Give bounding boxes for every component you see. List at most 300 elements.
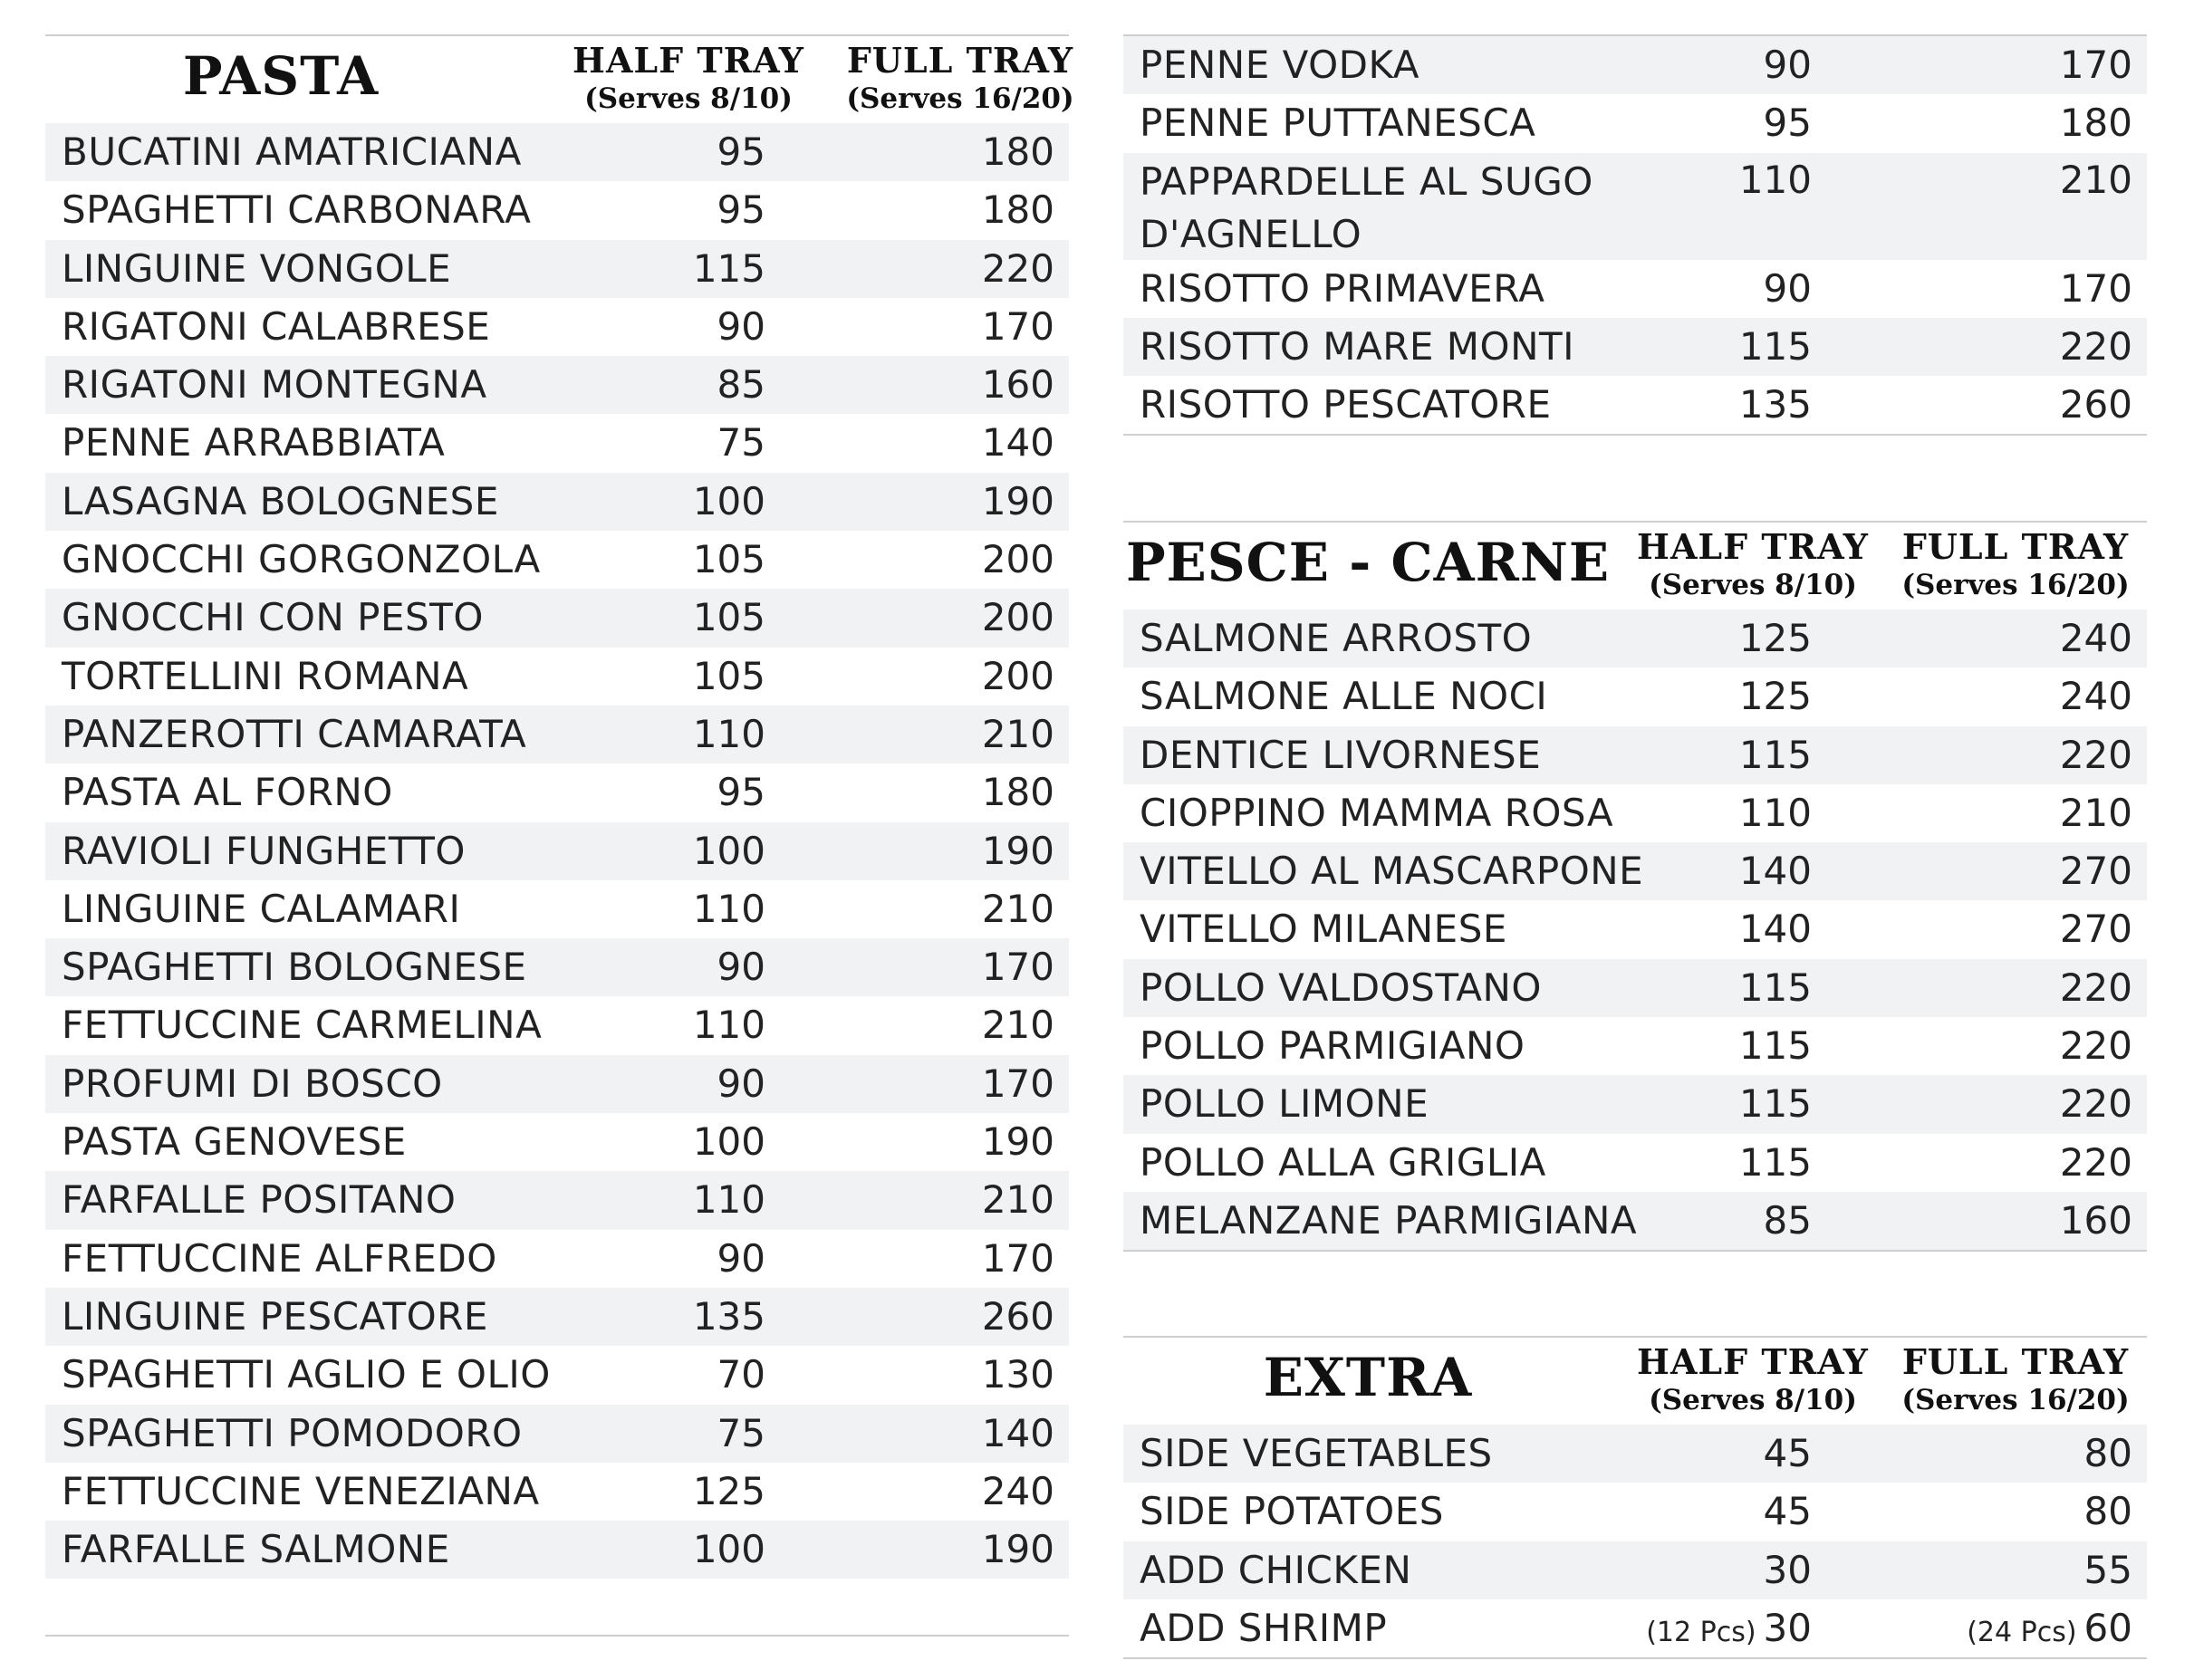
menu-item-row: [45, 938, 1069, 996]
full-tray-price: [873, 1230, 1054, 1288]
half-tray-price: [1631, 1192, 1812, 1250]
section-title: PESCE - CARNE: [1125, 532, 1611, 593]
item-name: LINGUINE CALAMARI: [62, 886, 461, 931]
full-tray-price: [873, 1171, 1054, 1229]
item-name: PAPPARDELLE AL SUGO D'AGNELLO: [1140, 158, 1593, 256]
half-tray-price: [1631, 1541, 1812, 1599]
half-tray-label: HALF TRAY: [1637, 1341, 1869, 1382]
divider: [1123, 434, 2147, 436]
full-tray-value: 190: [981, 1527, 1054, 1572]
menu-item-row: [1123, 610, 2147, 667]
full-tray-value: 240: [981, 1468, 1054, 1513]
half-tray-value: 100: [692, 478, 765, 523]
full-tray-price: [873, 938, 1054, 996]
half-tray-value: 110: [1738, 790, 1812, 835]
full-tray-price: [873, 1463, 1054, 1521]
full-tray-price: [873, 414, 1054, 472]
half-tray-price: [584, 123, 765, 181]
full-tray-value: 210: [981, 886, 1054, 931]
half-tray-value: 90: [717, 945, 765, 990]
menu-item-row: [45, 589, 1069, 647]
half-tray-value: 115: [1738, 1081, 1812, 1127]
half-tray-value: 135: [692, 1293, 765, 1339]
full-tray-value: 170: [2059, 43, 2132, 87]
half-tray-value: 110: [692, 1003, 765, 1048]
menu-item-row: [1123, 1075, 2147, 1133]
full-tray-price: [873, 1521, 1054, 1579]
half-tray-label: HALF TRAY: [573, 40, 804, 81]
extra-header: [1123, 1336, 2147, 1425]
full-tray-value: 220: [2059, 1081, 2132, 1127]
item-name: VITELLO AL MASCARPONE: [1140, 849, 1644, 894]
half-tray-price: [584, 822, 765, 880]
menu-item-row: [1123, 260, 2147, 318]
half-tray-value: 90: [717, 1061, 765, 1106]
full-tray-value: 130: [981, 1352, 1054, 1397]
menu-item-row: [45, 706, 1069, 763]
full-tray-value: 200: [981, 653, 1054, 698]
half-tray-price: [1631, 667, 1812, 725]
full-tray-value: 240: [2059, 616, 2132, 660]
full-tray-value: 190: [981, 828, 1054, 873]
item-name: GNOCCHI CON PESTO: [62, 595, 484, 640]
full-tray-price: [1951, 94, 2132, 152]
menu-item-row: [45, 298, 1069, 356]
item-name: SIDE POTATOES: [1140, 1489, 1444, 1534]
half-tray-price: [584, 938, 765, 996]
item-name: CIOPPINO MAMMA ROSA: [1140, 790, 1614, 835]
half-tray-price: [584, 414, 765, 472]
spacer: [45, 1579, 1069, 1635]
item-name: LINGUINE VONGOLE: [62, 245, 452, 291]
full-tray-value: 220: [2059, 323, 2132, 369]
extra-section: [1123, 1336, 2147, 1659]
half-tray-value: 140: [1738, 849, 1812, 894]
menu-item-row: [45, 763, 1069, 821]
half-tray-price: [1631, 260, 1812, 318]
item-name: SPAGHETTI BOLOGNESE: [62, 945, 527, 990]
full-tray-value: 260: [981, 1293, 1054, 1339]
item-name: POLLO PARMIGIANO: [1140, 1023, 1525, 1069]
half-tray-value: 100: [692, 1527, 765, 1572]
full-tray-value: 220: [2059, 1139, 2132, 1185]
full-tray-price: [873, 531, 1054, 589]
half-tray-value: 105: [692, 537, 765, 582]
pasta-continued-section: [1123, 34, 2147, 436]
half-tray-label: HALF TRAY: [1637, 526, 1869, 567]
full-tray-price: [873, 298, 1054, 356]
half-tray-price: [1631, 151, 1812, 209]
full-tray-price: [873, 822, 1054, 880]
menu-item-row: [1123, 318, 2147, 376]
item-name: ADD SHRIMP: [1140, 1605, 1388, 1650]
menu-item-row: [45, 473, 1069, 531]
half-tray-price: [1631, 784, 1812, 842]
extra-list: [1123, 1425, 2147, 1657]
half-tray-price: [584, 298, 765, 356]
menu-item-row: [1123, 376, 2147, 434]
menu-item-row: [45, 1171, 1069, 1229]
menu-item-row: [1123, 1134, 2147, 1192]
item-name: RIGATONI CALABRESE: [62, 303, 491, 349]
item-name: LINGUINE PESCATORE: [62, 1293, 488, 1339]
full-tray-price: [873, 1055, 1054, 1113]
full-tray-price: [1951, 151, 2132, 209]
half-tray-value: 125: [692, 1468, 765, 1513]
item-name: RISOTTO MARE MONTI: [1140, 323, 1575, 369]
item-name: PANZEROTTI CAMARATA: [62, 711, 527, 756]
item-name: PENNE VODKA: [1140, 43, 1420, 87]
half-tray-heading: [1617, 1341, 1889, 1416]
full-tray-price: [1951, 260, 2132, 318]
full-tray-value: 55: [2083, 1547, 2132, 1592]
menu-item-row: [1123, 1599, 2147, 1657]
full-tray-value: 240: [2059, 674, 2132, 719]
full-tray-price: [873, 1288, 1054, 1346]
item-name: FARFALLE SALMONE: [62, 1527, 450, 1572]
full-tray-value: 140: [981, 1410, 1054, 1455]
full-tray-serves: (Serves 16/20): [846, 82, 1074, 115]
half-tray-value: 115: [1738, 965, 1812, 1010]
menu-item-row: [1123, 36, 2147, 94]
menu-item-row: [1123, 667, 2147, 725]
half-tray-value: 75: [717, 420, 765, 466]
full-tray-value: 190: [981, 478, 1054, 523]
half-tray-value: 100: [692, 1119, 765, 1165]
full-tray-serves: (Serves 16/20): [1901, 569, 2130, 601]
full-tray-value: 200: [981, 595, 1054, 640]
full-tray-value: 270: [2059, 907, 2132, 952]
full-tray-value: 180: [981, 130, 1054, 174]
full-tray-price: [1951, 784, 2132, 842]
half-tray-price: [1631, 1017, 1812, 1075]
item-name: FETTUCCINE VENEZIANA: [62, 1468, 540, 1513]
half-tray-value: 85: [1763, 1197, 1812, 1243]
menu-item-row: [45, 181, 1069, 239]
full-tray-value: 160: [981, 362, 1054, 408]
half-tray-price: [1631, 1425, 1812, 1483]
full-tray-price: [1951, 1075, 2132, 1133]
half-tray-price: [1631, 1075, 1812, 1133]
full-tray-price: [1951, 318, 2132, 376]
item-name: VITELLO MILANESE: [1140, 907, 1507, 952]
half-tray-value: 105: [692, 595, 765, 640]
item-name: SALMONE ARROSTO: [1140, 616, 1533, 660]
half-tray-price: [1631, 36, 1812, 94]
half-tray-value: 95: [717, 187, 765, 233]
menu-item-row: [45, 356, 1069, 414]
menu-item-row: [45, 1055, 1069, 1113]
half-tray-value: 110: [692, 886, 765, 931]
half-tray-value: 115: [692, 245, 765, 291]
item-name: PASTA AL FORNO: [62, 770, 393, 815]
half-tray-price: [584, 473, 765, 531]
item-name: RIGATONI MONTEGNA: [62, 362, 487, 408]
full-tray-value: 210: [2059, 790, 2132, 835]
menu-item-row: [45, 1288, 1069, 1346]
item-name: POLLO ALLA GRIGLIA: [1140, 1139, 1546, 1185]
full-tray-value: 170: [981, 1061, 1054, 1106]
half-tray-price: [584, 880, 765, 938]
half-tray-price: [584, 531, 765, 589]
full-tray-price: [1951, 1192, 2132, 1250]
divider: [45, 1635, 1069, 1637]
half-tray-value: 30: [1763, 1605, 1812, 1650]
half-tray-serves: (Serves 8/10): [1649, 1384, 1857, 1416]
half-tray-price: [584, 1113, 765, 1171]
half-tray-price: [584, 240, 765, 298]
item-name: SPAGHETTI POMODORO: [62, 1410, 523, 1455]
half-tray-value: 110: [692, 711, 765, 756]
full-tray-price: [873, 181, 1054, 239]
item-name: MELANZANE PARMIGIANA: [1140, 1197, 1638, 1243]
full-tray-serves: (Serves 16/20): [1901, 1384, 2130, 1416]
half-tray-value: 115: [1738, 732, 1812, 777]
half-tray-price: [1631, 1599, 1812, 1662]
full-tray-value: 180: [981, 770, 1054, 815]
half-tray-value: 100: [692, 828, 765, 873]
half-tray-price: [584, 1405, 765, 1463]
full-tray-price: [873, 763, 1054, 821]
full-tray-price: [873, 240, 1054, 298]
full-tray-value: 210: [2059, 157, 2132, 202]
full-tray-value: 170: [2059, 265, 2132, 311]
full-tray-price: [873, 1346, 1054, 1404]
full-tray-price: [873, 589, 1054, 647]
item-name: PROFUMI DI BOSCO: [62, 1061, 443, 1106]
half-tray-value: 45: [1763, 1431, 1812, 1475]
full-tray-price: [1951, 1134, 2132, 1192]
half-tray-price: [584, 1055, 765, 1113]
full-tray-price: [1951, 1017, 2132, 1075]
half-tray-price: [584, 1463, 765, 1521]
full-tray-price: [873, 880, 1054, 938]
half-tray-value: 85: [717, 362, 765, 408]
full-tray-price: [873, 648, 1054, 706]
full-tray-price: [1951, 1425, 2132, 1483]
half-tray-value: 115: [1738, 1023, 1812, 1069]
pesce-list: [1123, 610, 2147, 1250]
half-tray-price: [584, 648, 765, 706]
item-name: GNOCCHI GORGONZOLA: [62, 537, 541, 582]
full-tray-heading: [1889, 1341, 2142, 1416]
half-tray-price: [584, 706, 765, 763]
menu-item-row: [1123, 900, 2147, 958]
menu-item-row: [45, 648, 1069, 706]
full-tray-price: [873, 1405, 1054, 1463]
item-name: PASTA GENOVESE: [62, 1119, 407, 1165]
full-tray-value: 190: [981, 1119, 1054, 1165]
full-tray-price: [873, 706, 1054, 763]
full-tray-price: [1951, 1541, 2132, 1599]
full-tray-heading: [1889, 526, 2142, 601]
full-tray-value: 180: [981, 187, 1054, 233]
menu-item-row: [45, 1463, 1069, 1521]
full-tray-price: [1951, 726, 2132, 784]
menu-item-row: [45, 1346, 1069, 1404]
item-name: SPAGHETTI CARBONARA: [62, 187, 532, 233]
pesce-header: [1123, 521, 2147, 610]
full-tray-price: [1951, 900, 2132, 958]
full-tray-value: 170: [981, 1235, 1054, 1281]
full-tray-value: 220: [2059, 1023, 2132, 1069]
half-tray-price: [1631, 376, 1812, 434]
half-tray-price: [1631, 610, 1812, 667]
full-tray-price: [1951, 842, 2132, 900]
menu-item-row: [1123, 1483, 2147, 1541]
full-tray-value: 210: [981, 1003, 1054, 1048]
half-tray-price: [1631, 726, 1812, 784]
full-tray-value: 200: [981, 537, 1054, 582]
half-tray-price: [1631, 842, 1812, 900]
full-tray-label: FULL TRAY: [846, 40, 1074, 81]
half-tray-price: [1631, 94, 1812, 152]
half-tray-price: [584, 589, 765, 647]
full-tray-value: 140: [981, 420, 1054, 466]
item-name: SIDE VEGETABLES: [1140, 1431, 1493, 1475]
menu-item-row: [45, 1521, 1069, 1579]
full-tray-price: [873, 1113, 1054, 1171]
full-tray-value: 260: [2059, 382, 2132, 427]
half-tray-price: [584, 356, 765, 414]
menu-item-row: [1123, 842, 2147, 900]
full-tray-heading: [842, 40, 1078, 115]
item-name: RISOTTO PESCATORE: [1140, 382, 1552, 427]
half-tray-value: 135: [1738, 382, 1812, 427]
full-tray-note: (24 Pcs): [1967, 1616, 2077, 1648]
item-name: RAVIOLI FUNGHETTO: [62, 828, 466, 873]
full-tray-value: 220: [2059, 965, 2132, 1010]
half-tray-serves: (Serves 8/10): [584, 82, 793, 115]
half-tray-value: 95: [1763, 101, 1812, 146]
pasta-section: [45, 34, 1074, 1637]
section-title: EXTRA: [1263, 1347, 1473, 1408]
full-tray-price: [1951, 36, 2132, 94]
half-tray-price: [584, 1171, 765, 1229]
half-tray-value: 105: [692, 653, 765, 698]
item-name: SPAGHETTI AGLIO E OLIO: [62, 1352, 551, 1397]
half-tray-price: [1631, 318, 1812, 376]
half-tray-value: 95: [717, 130, 765, 174]
item-name: FETTUCCINE ALFREDO: [62, 1235, 497, 1281]
divider: [1123, 1250, 2147, 1252]
half-tray-price: [584, 1346, 765, 1404]
half-tray-value: 115: [1738, 1139, 1812, 1185]
full-tray-value: 270: [2059, 849, 2132, 894]
half-tray-price: [1631, 900, 1812, 958]
half-tray-price: [584, 996, 765, 1054]
full-tray-price: [1951, 667, 2132, 725]
menu-item-row: [1123, 1192, 2147, 1250]
half-tray-value: 90: [1763, 265, 1812, 311]
menu-item-row: [45, 1113, 1069, 1171]
pasta-continued-list: [1123, 36, 2147, 434]
half-tray-value: 125: [1738, 616, 1812, 660]
half-tray-price: [584, 1288, 765, 1346]
menu-item-row: [45, 414, 1069, 472]
full-tray-price: [1951, 959, 2132, 1017]
half-tray-price: [1631, 1134, 1812, 1192]
item-name: PENNE PUTTANESCA: [1140, 101, 1536, 146]
menu-item-row: [1123, 1425, 2147, 1483]
full-tray-price: [873, 123, 1054, 181]
full-tray-label: FULL TRAY: [1901, 1341, 2130, 1382]
half-tray-value: 95: [717, 770, 765, 815]
half-tray-value: 90: [717, 303, 765, 349]
menu-item-row: [45, 880, 1069, 938]
half-tray-price: [584, 1230, 765, 1288]
half-tray-price: [584, 763, 765, 821]
item-name: SALMONE ALLE NOCI: [1140, 674, 1548, 719]
menu-item-row: [1123, 1541, 2147, 1599]
half-tray-value: 75: [717, 1410, 765, 1455]
menu-item-row: [45, 123, 1069, 181]
menu-item-row: [1123, 784, 2147, 842]
full-tray-value: 220: [981, 245, 1054, 291]
half-tray-value: 140: [1738, 907, 1812, 952]
half-tray-value: 125: [1738, 674, 1812, 719]
half-tray-heading: [1617, 526, 1889, 601]
half-tray-price: [584, 1521, 765, 1579]
full-tray-value: 210: [981, 1177, 1054, 1223]
menu-item-row: [1123, 153, 2147, 260]
half-tray-price: [584, 181, 765, 239]
section-title: PASTA: [182, 45, 380, 107]
full-tray-label: FULL TRAY: [1901, 526, 2130, 567]
full-tray-price: [1951, 1483, 2132, 1541]
half-tray-value: 110: [1738, 157, 1812, 202]
item-name: DENTICE LIVORNESE: [1140, 732, 1542, 777]
menu-item-row: [45, 1230, 1069, 1288]
menu-item-row: [1123, 1017, 2147, 1075]
pesce-section: [1123, 521, 2147, 1252]
menu-item-row: [45, 822, 1069, 880]
menu-item-row: [45, 996, 1069, 1054]
item-name: TORTELLINI ROMANA: [62, 653, 469, 698]
full-tray-price: [1951, 610, 2132, 667]
half-tray-value: 90: [717, 1235, 765, 1281]
full-tray-value: 210: [981, 711, 1054, 756]
half-tray-value: 45: [1763, 1489, 1812, 1534]
item-name: RISOTTO PRIMAVERA: [1140, 265, 1545, 311]
full-tray-price: [873, 473, 1054, 531]
full-tray-value: 60: [2083, 1605, 2132, 1650]
half-tray-price: [1631, 959, 1812, 1017]
half-tray-heading: [553, 40, 824, 115]
item-name: BUCATINI AMATRICIANA: [62, 130, 522, 174]
menu-item-row: [1123, 94, 2147, 152]
half-tray-value: 115: [1738, 323, 1812, 369]
menu-item-row: [1123, 726, 2147, 784]
menu-item-row: [45, 531, 1069, 589]
half-tray-value: 70: [717, 1352, 765, 1397]
full-tray-price: [873, 996, 1054, 1054]
pasta-list: [45, 123, 1069, 1579]
full-tray-value: 180: [2059, 101, 2132, 146]
full-tray-value: 80: [2083, 1489, 2132, 1534]
half-tray-value: 90: [1763, 43, 1812, 87]
item-name: PENNE ARRABBIATA: [62, 420, 446, 466]
half-tray-note: (12 Pcs): [1646, 1616, 1756, 1648]
half-tray-value: 30: [1763, 1547, 1812, 1592]
full-tray-value: 170: [981, 303, 1054, 349]
full-tray-price: [873, 356, 1054, 414]
full-tray-price: [1951, 376, 2132, 434]
menu-item-row: [45, 1405, 1069, 1463]
full-tray-value: 220: [2059, 732, 2132, 777]
item-name: FETTUCCINE CARMELINA: [62, 1003, 543, 1048]
menu-item-row: [1123, 959, 2147, 1017]
